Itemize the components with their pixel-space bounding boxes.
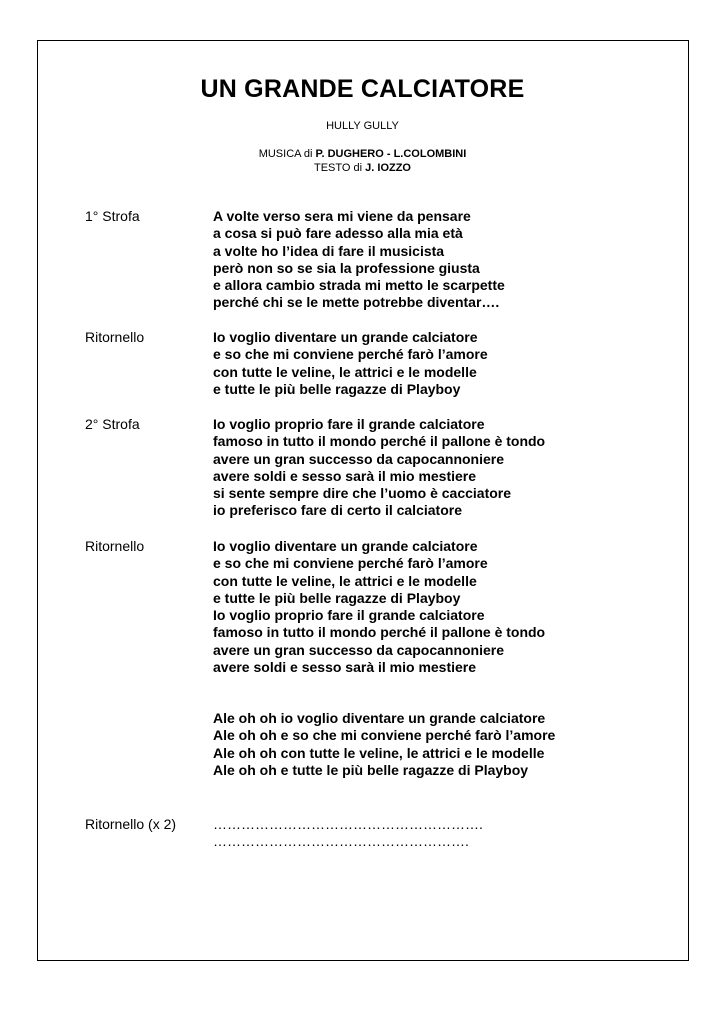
text-credit-author: J. IOZZO (365, 162, 411, 174)
placeholder-lines (213, 816, 483, 850)
lyric-line: e tutte le più belle ragazze di Playboy (213, 589, 461, 606)
section-label: Ritornello (x 2) (85, 816, 177, 832)
lyric-line: avere un gran successo da capocannoniere (213, 641, 505, 658)
lyric-line: avere un gran successo da capocannoniere (213, 450, 505, 467)
text-credit-prefix: TESTO di (314, 162, 366, 174)
lyric-line: Io voglio proprio fare il grande calciatore (213, 607, 485, 624)
song-genre: HULLY GULLY (326, 120, 399, 132)
lyrics-block (213, 710, 555, 779)
lyric-line: famoso in tutto il mondo perché il pallone è tondo (213, 433, 546, 450)
lyric-line: e so che mi conviene perché farò l’amore (213, 346, 488, 363)
lyric-line: a volte ho l’idea di fare il musicista (213, 242, 445, 259)
song-title: UN GRANDE CALCIATORE (200, 75, 525, 103)
lyrics-block (213, 416, 545, 520)
lyric-line: Ale oh oh con tutte le veline, le attrici e le modelle (213, 744, 545, 761)
section-label: Ritornello (85, 538, 145, 554)
lyric-line: Ale oh oh io voglio diventare un grande calciatore (213, 710, 546, 726)
lyric-line: A volte verso sera mi viene da pensare (213, 208, 471, 224)
placeholder-line: ………………………………………………. (213, 833, 469, 849)
lyric-line: perché chi se le mette potrebbe diventar…. (213, 294, 500, 311)
music-credit-authors: P. DUGHERO - L.COLOMBINI (315, 148, 467, 160)
music-credit (0, 148, 725, 160)
lyric-line: avere soldi e sesso sarà il mio mestiere (213, 659, 477, 676)
lyric-line: e allora cambio strada mi metto le scarpette (213, 277, 505, 294)
section-label: 2° Strofa (85, 416, 140, 432)
section-label: Ritornello (85, 329, 145, 345)
lyric-line: e tutte le più belle ragazze di Playboy (213, 380, 461, 397)
lyric-line: Ale oh oh e tutte le più belle ragazze di Playboy (213, 761, 529, 778)
lyric-line: e so che mi conviene perché farò l’amore (213, 555, 488, 572)
text-credit (0, 162, 725, 174)
lyric-line: a cosa si può fare adesso alla mia età (213, 225, 463, 242)
lyric-line: famoso in tutto il mondo perché il pallone è tondo (213, 624, 546, 641)
lyric-line: con tutte le veline, le attrici e le modelle (213, 572, 477, 589)
lyric-line: io preferisco fare di certo il calciatore (213, 502, 462, 519)
lyric-line: Io voglio diventare un grande calciatore (213, 329, 478, 345)
lyric-line: avere soldi e sesso sarà il mio mestiere (213, 467, 477, 484)
section-label: 1° Strofa (85, 208, 140, 224)
lyrics-block (213, 538, 545, 676)
music-credit-prefix: MUSICA di (258, 148, 316, 160)
lyrics-block (213, 329, 488, 398)
lyric-line: con tutte le veline, le attrici e le modelle (213, 363, 477, 380)
lyric-line: Io voglio proprio fare il grande calciatore (213, 416, 485, 432)
lyric-line: si sente sempre dire che l’uomo è cacciatore (213, 485, 512, 502)
lyrics-block (213, 208, 505, 312)
lyric-line: Ale oh oh e so che mi conviene perché farò l’amore (213, 727, 556, 744)
placeholder-line: …………………………………………………. (213, 816, 483, 832)
lyric-line: Io voglio diventare un grande calciatore (213, 538, 478, 554)
lyric-line: però non so se sia la professione giusta (213, 259, 480, 276)
